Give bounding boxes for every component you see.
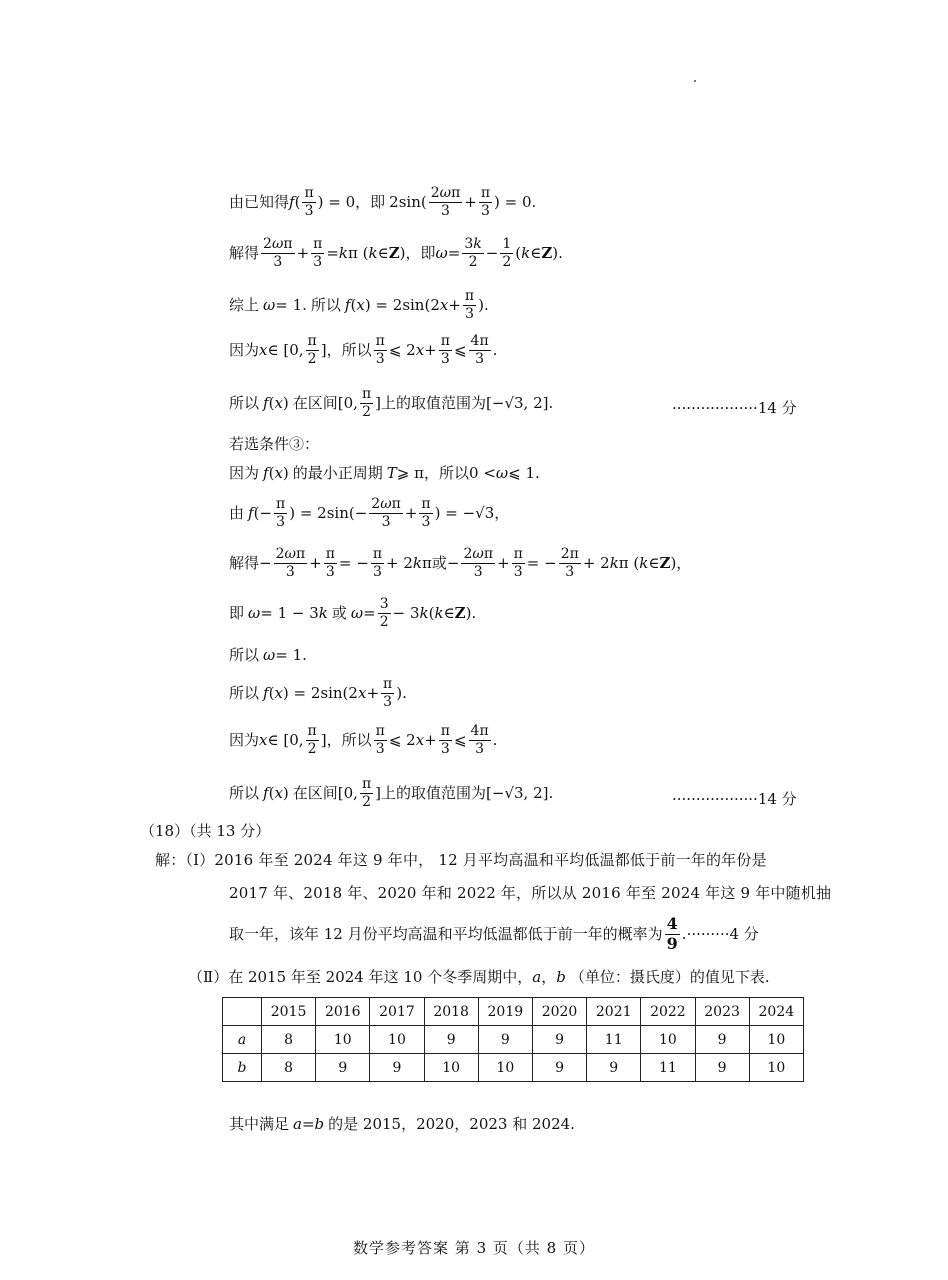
table-cell: 9 (532, 1026, 586, 1054)
cond3-line-8: 所以 f ( x ) 在区间 [0, $\frac{\pi}{2}$ ] 上的取值范围为 [−√3, 2]. (229, 776, 554, 810)
table-corner-cell (223, 998, 262, 1026)
cond2-line-5: 所以 f ( x ) 在区间 [0, $\frac{\pi}{2}$ ] 上的取值范围为 [−√3, 2]. (229, 386, 554, 420)
table-year-cell: 2015 (262, 998, 316, 1026)
table-year-cell: 2018 (424, 998, 478, 1026)
table-cell: 8 (262, 1054, 316, 1082)
cond3-line-7: 因为 x ∈ [0, $\frac{\pi}{2}$ ] ，所以 $\frac{\pi}{3}$ ⩽ 2 x + $\frac{\pi}{3}$ ⩽ $\frac{4\pi}{3}$ . (229, 723, 498, 757)
table-cell: 9 (424, 1026, 478, 1054)
q18-part1-score: ·········4 分 (686, 924, 759, 943)
table-cell: 11 (641, 1054, 695, 1082)
scan-speck (694, 80, 696, 82)
table-row (223, 1026, 804, 1054)
cond2-line-1: 由已知得 f ( $\frac{\pi}{3}$ ) = 0 ，即 2sin( $\frac{2\omega\pi}{3}$ + $\frac{\pi}{3}$ ) = 0 . (229, 185, 537, 219)
table-year-cell: 2024 (749, 998, 803, 1026)
cond3-score: ··················14 分 (672, 790, 797, 808)
cond2-line-2: 解得 $\frac{2\omega\pi}{3}$ + $\frac{\pi}{3}$ = k π ( k ∈ Z ) ，即 ω = $\frac{3k}{2}$ − $\frac{1}{2}$ ( k ∈ Z ) . (229, 236, 563, 270)
table-year-cell: 2019 (478, 998, 532, 1026)
q18-heading: （18）（共 13 分） (140, 822, 271, 840)
cond3-line-5: 所以 ω = 1. (229, 646, 307, 664)
table-cell: 10 (424, 1054, 478, 1082)
q18-part2-line-1: （Ⅱ）在 2015 年至 2024 年这 10 个冬季周期中， a ， b （单位：摄氏度）的值见下表. (188, 968, 770, 986)
cond3-line-2: 由 f (− $\frac{\pi}{3}$ ) = 2sin(− $\frac{2\omega\pi}{3}$ + $\frac{\pi}{3}$ ) = −√3， (229, 496, 510, 530)
table-header-row (223, 998, 804, 1026)
table-cell: 11 (587, 1026, 641, 1054)
temperature-table (222, 997, 804, 1082)
table-year-cell: 2017 (370, 998, 424, 1026)
table-year-cell: 2021 (587, 998, 641, 1026)
table-row (223, 1054, 804, 1082)
table-cell: 9 (370, 1054, 424, 1082)
q18-part1-line-2: 2017 年、2018 年、2020 年和 2022 年，所以从 2016 年至 2024 年这 9 年中随机抽 (229, 884, 832, 902)
table-cell: 10 (749, 1054, 803, 1082)
cond3-line-4: 即 ω = 1 − 3 k 或 ω = $\frac{3}{2}$ − 3 k ( k ∈ Z ). (229, 596, 477, 630)
cond3-line-1: 因为 f ( x ) 的最小正周期 T ⩾ π ，所以 0 < ω ⩽ 1. (229, 464, 540, 482)
cond3-title: 若选条件③： (229, 435, 320, 453)
table-row-label: b (223, 1054, 262, 1082)
q18-conclusion: 其中满足 a = b 的是 2015，2020，2023 和 2024. (229, 1115, 575, 1133)
table-row-label: a (223, 1026, 262, 1054)
cond3-line-3: 解得 − $\frac{2\omega\pi}{3}$ + $\frac{\pi}{3}$ = − $\frac{\pi}{3}$ + 2 k π 或 − $\frac{2\omega\pi}{3}$ + $\frac{\pi}{3}$ = − $\frac{2\pi}{3}$ + 2 k π ( k ∈ Z )， (229, 546, 692, 580)
table-cell: 9 (587, 1054, 641, 1082)
table-cell: 10 (370, 1026, 424, 1054)
table-cell: 9 (695, 1054, 749, 1082)
table-cell: 9 (532, 1054, 586, 1082)
table-cell: 9 (316, 1054, 370, 1082)
cond3-line-6: 所以 f ( x ) = 2sin(2 x + $\frac{\pi}{3}$ ). (229, 676, 407, 710)
page-footer: 数学参考答案 第 3 页（共 8 页） (353, 1239, 595, 1257)
table-year-cell: 2020 (532, 998, 586, 1026)
table-cell: 8 (262, 1026, 316, 1054)
table-year-cell: 2023 (695, 998, 749, 1026)
q18-part1-line-3: 取一年，该年 12 月份平均高温和平均低温都低于前一年的概率为 $\frac{4}{9}$ . ·········4 分 (229, 914, 759, 953)
table-cell: 9 (695, 1026, 749, 1054)
cond2-line-4: 因为 x ∈ [0, $\frac{\pi}{2}$ ] ，所以 $\frac{\pi}{3}$ ⩽ 2 x + $\frac{\pi}{3}$ ⩽ $\frac{4\pi}{3}$ . (229, 333, 498, 367)
table-cell: 10 (316, 1026, 370, 1054)
cond2-line-3: 综上 ω = 1. 所以 f ( x ) = 2sin(2 x + $\frac{\pi}{3}$ ). (229, 288, 489, 322)
table-cell: 10 (749, 1026, 803, 1054)
table-cell: 10 (478, 1054, 532, 1082)
table-cell: 10 (641, 1026, 695, 1054)
cond2-score: ··················14 分 (672, 399, 797, 417)
table-year-cell: 2016 (316, 998, 370, 1026)
q18-part1-line-1: 解：（Ⅰ）2016 年至 2024 年这 9 年中， 12 月平均高温和平均低温都低于前一年的年份是 (155, 851, 767, 869)
table-year-cell: 2022 (641, 998, 695, 1026)
table-cell: 9 (478, 1026, 532, 1054)
